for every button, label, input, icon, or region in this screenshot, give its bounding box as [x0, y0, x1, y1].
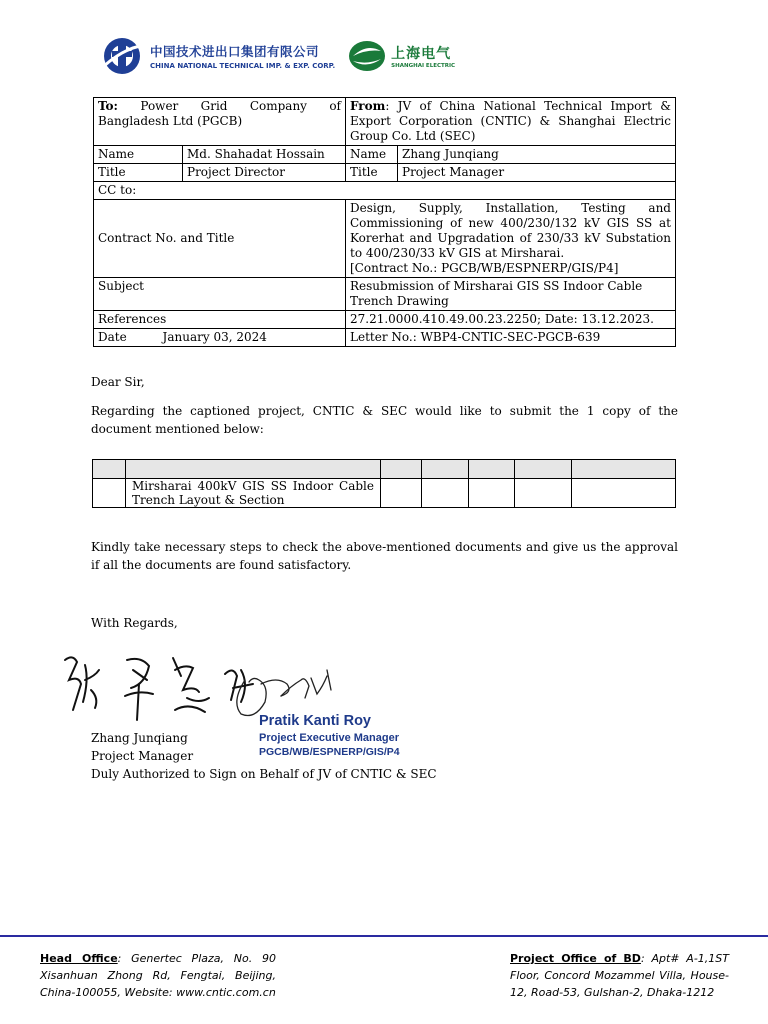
- letter-no-cell: [346, 329, 676, 347]
- to-label: To:: [98, 99, 118, 113]
- table-cell: [93, 479, 126, 508]
- signer-block: [91, 729, 437, 783]
- document-table-header-row: [93, 460, 676, 479]
- header-cell: [515, 460, 572, 479]
- cntic-chinese-name: 中国技术进出口集团有限公司: [150, 44, 320, 59]
- from-title-label: Title: [346, 164, 398, 182]
- letter-no-value: WBP4-CNTIC-SEC-PGCB-639: [420, 330, 601, 344]
- head-office-value: : Genertec Plaza, No. 90 Xisanhuan Zhong Rd, Fengtai, Beijing, China-100055, Website: www.cntic.com.cn: [40, 952, 276, 999]
- project-office-label: Project Office of BD: [510, 952, 641, 965]
- table-cell: [469, 479, 515, 508]
- project-office-value: : Apt# A-1,1ST Floor, Concord Mozammel Villa, House-12, Road-53, Gulshan-2, Dhaka-1212: [510, 952, 729, 999]
- closing: With Regards,: [91, 616, 178, 630]
- salutation: Dear Sir,: [91, 375, 145, 389]
- contract-number: [Contract No.: PGCB/WB/ESPNERP/GIS/P4]: [350, 261, 619, 275]
- header-cell: [572, 460, 676, 479]
- subject-value: Resubmission of Mirsharai GIS SS Indoor Cable Trench Drawing: [346, 278, 676, 311]
- references-label: References: [94, 311, 346, 329]
- to-name-value: Md. Shahadat Hossain: [183, 146, 346, 164]
- letter-no-label: Letter No.:: [350, 330, 417, 344]
- intro-paragraph: Regarding the captioned project, CNTIC & SEC would like to submit the 1 copy of the document mentioned below:: [91, 404, 678, 436]
- document-list-table: [92, 459, 676, 508]
- stamp-code: PGCB/WB/ESPNERP/GIS/P4: [259, 746, 400, 758]
- table-cell: [572, 479, 676, 508]
- header-cell: [381, 460, 422, 479]
- signer-authority: Duly Authorized to Sign on Behalf of JV of CNTIC & SEC: [91, 767, 437, 781]
- to-from-row: [94, 98, 676, 146]
- table-cell: [422, 479, 469, 508]
- title-row: [94, 164, 676, 182]
- footer-rule: [0, 935, 768, 937]
- from-cell: [346, 98, 676, 146]
- stamp-name: Pratik Kanti Roy: [259, 713, 371, 729]
- to-title-value: Project Director: [183, 164, 346, 182]
- date-row: [94, 329, 676, 347]
- header-cell: [126, 460, 381, 479]
- table-cell: [381, 479, 422, 508]
- contract-value-cell: [346, 200, 676, 278]
- contract-title: Design, Supply, Installation, Testing and Commissioning of new 400/230/132 kV GIS SS at Korerhat and Upgradation of 230/33 kV Substation to 400/230/33 kV GIS at Mirsharai.: [350, 201, 671, 260]
- from-name-label: Name: [346, 146, 398, 164]
- from-label: From: [350, 99, 386, 113]
- header-cell: [93, 460, 126, 479]
- stamp-title: Project Executive Manager: [259, 732, 400, 744]
- table-row: [93, 479, 676, 508]
- references-row: [94, 311, 676, 329]
- request-paragraph: Kindly take necessary steps to check the above-mentioned documents and give us the approval if all the documents are found satisfactory.: [91, 540, 678, 572]
- head-office-address: [40, 950, 276, 1001]
- letterhead-logos: [100, 36, 455, 76]
- table-cell: [515, 479, 572, 508]
- from-name-value: Zhang Junqiang: [398, 146, 676, 164]
- cc-row: [94, 182, 676, 200]
- references-value: 27.21.0000.410.49.00.23.2250; Date: 13.12.2023.: [346, 311, 676, 329]
- header-cell: [469, 460, 515, 479]
- contract-label: Contract No. and Title: [94, 200, 346, 278]
- to-title-label: Title: [94, 164, 183, 182]
- date-cell: [94, 329, 346, 347]
- to-name-label: Name: [94, 146, 183, 164]
- shanghai-electric-logo-icon: [347, 39, 387, 73]
- subject-label: Subject: [94, 278, 346, 311]
- to-value: Power Grid Company of Bangladesh Ltd (PGCB): [98, 99, 341, 128]
- sec-chinese-name: 上海电气: [391, 46, 452, 62]
- name-row: [94, 146, 676, 164]
- signer-name: Zhang Junqiang: [91, 731, 188, 745]
- date-label: Date: [98, 330, 127, 344]
- cntic-wordmark: [150, 42, 335, 70]
- project-office-address: [510, 950, 729, 1001]
- from-title-value: Project Manager: [398, 164, 676, 182]
- cntic-logo-icon: [100, 36, 144, 76]
- shanghai-electric-wordmark: [391, 43, 455, 69]
- contract-row: [94, 200, 676, 278]
- cc-label: CC to:: [94, 182, 676, 200]
- signer-title: Project Manager: [91, 749, 194, 763]
- document-title: Mirsharai 400kV GIS SS Indoor Cable Trench Layout & Section: [126, 479, 381, 508]
- from-value: : JV of China National Technical Import & Export Corporation (CNTIC) & Shanghai Electric Group Co. Ltd (SEC): [350, 99, 671, 143]
- subject-row: [94, 278, 676, 311]
- to-cell: [94, 98, 346, 146]
- head-office-label: Head Office: [40, 952, 118, 965]
- letter-header-table: [93, 97, 676, 347]
- header-cell: [422, 460, 469, 479]
- date-value: January 03, 2024: [162, 330, 267, 344]
- cntic-english-name: CHINA NATIONAL TECHNICAL IMP. & EXP. CORP.: [150, 62, 336, 70]
- sec-english-name: SHANGHAI ELECTRIC: [391, 63, 456, 69]
